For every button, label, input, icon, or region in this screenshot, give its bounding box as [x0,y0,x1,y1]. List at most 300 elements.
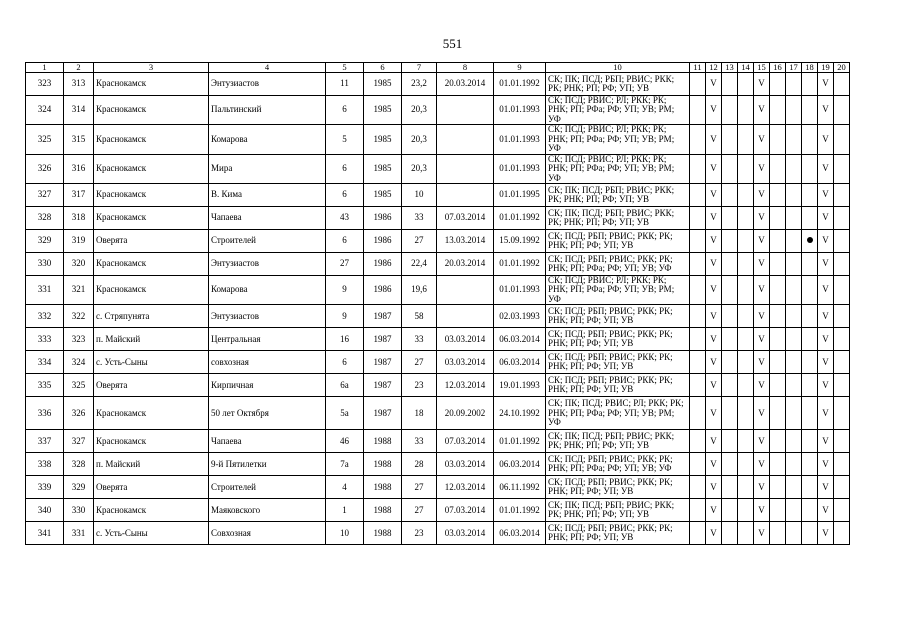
check-mark-col-15: V [754,374,770,397]
empty-flag-cell [690,374,706,397]
check-mark-col-19: V [818,476,834,499]
registry-number-cell: 329 [64,476,94,499]
table-row [26,374,850,397]
street-cell: Кирпичная [209,374,326,397]
locality-cell: с. Стряпунята [94,305,209,328]
empty-flag-cell [690,499,706,522]
empty-flag-cell [834,252,850,275]
empty-flag-cell [690,229,706,252]
empty-flag-cell [722,397,738,430]
services-cell: СК; ПСД; РБП; РВИС; РКК; РК; РНК; РП; РФ; УП; УВ [546,476,690,499]
column-header-19: 19 [818,63,834,73]
empty-flag-cell [802,183,818,206]
column-header-18: 18 [802,63,818,73]
street-cell: 9-й Пятилетки [209,453,326,476]
year-cell: 1988 [364,522,402,545]
column-header-16: 16 [770,63,786,73]
row-number-cell: 329 [26,229,64,252]
empty-flag-cell [770,154,786,183]
street-cell: Энтузиастов [209,252,326,275]
year-cell: 1988 [364,430,402,453]
registry-number-cell: 314 [64,96,94,125]
date-1-cell: 20.03.2014 [437,252,494,275]
empty-flag-cell [770,328,786,351]
empty-flag-cell [770,275,786,304]
empty-flag-cell [802,476,818,499]
check-mark-col-19: V [818,125,834,154]
check-mark-col-15: V [754,351,770,374]
empty-flag-cell [802,522,818,545]
check-mark-col-12: V [706,397,722,430]
empty-flag-cell [786,499,802,522]
table-row [26,453,850,476]
table-row [26,351,850,374]
locality-cell: п. Майский [94,328,209,351]
date-2-cell: 01.01.1992 [494,499,546,522]
empty-flag-cell [738,522,754,545]
check-mark-col-15: V [754,476,770,499]
registry-number-cell: 320 [64,252,94,275]
column-header-11: 11 [690,63,706,73]
street-cell: Комарова [209,275,326,304]
date-2-cell: 06.03.2014 [494,351,546,374]
table-row [26,476,850,499]
year-cell: 1986 [364,229,402,252]
empty-flag-cell [802,397,818,430]
check-mark-col-15: V [754,275,770,304]
table-row [26,252,850,275]
column-header-4: 4 [209,63,326,73]
registry-number-cell: 330 [64,499,94,522]
empty-flag-cell [690,206,706,229]
empty-flag-cell [770,73,786,96]
empty-flag-cell [690,275,706,304]
empty-flag-cell [786,453,802,476]
area-cell: 33 [402,206,437,229]
empty-flag-cell [834,154,850,183]
column-header-14: 14 [738,63,754,73]
services-cell: СК; ПК; ПСД; РБП; РВИС; РКК; РК; РНК; РП; РФ; УП; УВ [546,73,690,96]
table-row [26,206,850,229]
check-mark-col-15: V [754,125,770,154]
services-cell: СК; ПСД; РВИС; РЛ; РКК; РК; РНК; РП; РФа; РФ; УП; УВ; РМ; УФ [546,96,690,125]
year-cell: 1985 [364,73,402,96]
table-row [26,328,850,351]
empty-flag-cell [722,476,738,499]
empty-flag-cell [770,252,786,275]
empty-flag-cell [786,275,802,304]
table-row [26,229,850,252]
check-mark-col-19: V [818,183,834,206]
table-row [26,125,850,154]
empty-flag-cell [834,73,850,96]
empty-flag-cell [834,499,850,522]
house-number-cell: 11 [326,73,364,96]
check-mark-col-12: V [706,453,722,476]
empty-flag-cell [690,183,706,206]
check-mark-col-19: V [818,453,834,476]
empty-flag-cell [770,351,786,374]
registry-number-cell: 324 [64,351,94,374]
date-2-cell: 01.01.1993 [494,125,546,154]
date-1-cell: 12.03.2014 [437,374,494,397]
registry-number-cell: 323 [64,328,94,351]
empty-flag-cell [786,351,802,374]
registry-number-cell: 317 [64,183,94,206]
row-number-cell: 337 [26,430,64,453]
empty-flag-cell [802,125,818,154]
year-cell: 1985 [364,96,402,125]
empty-flag-cell [722,183,738,206]
house-number-cell: 27 [326,252,364,275]
empty-flag-cell [738,305,754,328]
locality-cell: Краснокамск [94,154,209,183]
empty-flag-cell [770,206,786,229]
check-mark-col-15: V [754,229,770,252]
year-cell: 1985 [364,154,402,183]
check-mark-col-12: V [706,206,722,229]
empty-flag-cell [834,183,850,206]
ink-blot-icon [807,237,813,243]
empty-flag-cell [770,305,786,328]
empty-flag-cell [690,305,706,328]
date-2-cell: 06.11.1992 [494,476,546,499]
empty-flag-cell [834,206,850,229]
locality-cell: Оверята [94,374,209,397]
check-mark-col-15: V [754,328,770,351]
check-mark-col-19: V [818,154,834,183]
area-cell: 23 [402,374,437,397]
empty-flag-cell [738,430,754,453]
check-mark-col-15: V [754,305,770,328]
services-cell: СК; ПСД; РБП; РВИС; РКК; РК; РНК; РП; РФа; РФ; УП; УВ; УФ [546,252,690,275]
locality-cell: п. Майский [94,453,209,476]
header-row [26,63,850,73]
check-mark-col-19: V [818,397,834,430]
street-cell: Чапаева [209,430,326,453]
empty-flag-cell [722,96,738,125]
check-mark-col-12: V [706,328,722,351]
row-number-cell: 335 [26,374,64,397]
column-header-6: 6 [364,63,402,73]
year-cell: 1987 [364,328,402,351]
empty-flag-cell [770,96,786,125]
area-cell: 22,4 [402,252,437,275]
empty-flag-cell [738,351,754,374]
locality-cell: Краснокамск [94,125,209,154]
area-cell: 27 [402,476,437,499]
registry-number-cell: 315 [64,125,94,154]
date-1-cell [437,183,494,206]
house-number-cell: 46 [326,430,364,453]
date-1-cell: 12.03.2014 [437,476,494,499]
check-mark-col-19: V [818,275,834,304]
empty-flag-cell [834,397,850,430]
row-number-cell: 340 [26,499,64,522]
registry-number-cell: 318 [64,206,94,229]
check-mark-col-12: V [706,73,722,96]
locality-cell: Краснокамск [94,96,209,125]
registry-number-cell: 313 [64,73,94,96]
column-header-9: 9 [494,63,546,73]
column-header-7: 7 [402,63,437,73]
empty-flag-cell [738,154,754,183]
date-2-cell: 01.01.1995 [494,183,546,206]
registry-number-cell: 327 [64,430,94,453]
empty-flag-cell [770,229,786,252]
empty-flag-cell [786,206,802,229]
year-cell: 1986 [364,206,402,229]
empty-flag-cell [834,275,850,304]
house-number-cell: 9 [326,275,364,304]
street-cell: Чапаева [209,206,326,229]
house-number-cell: 6а [326,374,364,397]
services-cell: СК; ПСД; РБП; РВИС; РКК; РК; РНК; РП; РФ; УП; УВ [546,522,690,545]
empty-flag-cell [802,374,818,397]
empty-flag-cell [690,125,706,154]
locality-cell: Оверята [94,229,209,252]
area-cell: 28 [402,453,437,476]
date-1-cell: 07.03.2014 [437,430,494,453]
area-cell: 20,3 [402,125,437,154]
row-number-cell: 338 [26,453,64,476]
street-cell: Центральная [209,328,326,351]
table-row [26,96,850,125]
empty-flag-cell [786,430,802,453]
empty-flag-cell [738,183,754,206]
empty-flag-cell [722,453,738,476]
empty-flag-cell [722,206,738,229]
empty-flag-cell [722,522,738,545]
table-row [26,522,850,545]
street-cell: Энтузиастов [209,305,326,328]
empty-flag-cell [802,275,818,304]
empty-flag-cell [834,96,850,125]
area-cell: 18 [402,397,437,430]
empty-flag-cell [722,374,738,397]
check-mark-col-15: V [754,453,770,476]
check-mark-col-12: V [706,305,722,328]
area-cell: 23 [402,522,437,545]
locality-cell: Краснокамск [94,73,209,96]
registry-number-cell: 328 [64,453,94,476]
street-cell: Энтузиастов [209,73,326,96]
empty-flag-cell [738,252,754,275]
house-number-cell: 4 [326,476,364,499]
column-header-20: 20 [834,63,850,73]
date-2-cell: 02.03.1993 [494,305,546,328]
empty-flag-cell [722,305,738,328]
services-cell: СК; ПСД; РВИС; РЛ; РКК; РК; РНК; РП; РФа; РФ; УП; УВ; РМ; УФ [546,125,690,154]
street-cell: совхозная [209,351,326,374]
date-2-cell: 01.01.1993 [494,154,546,183]
check-mark-col-15: V [754,206,770,229]
street-cell: Комарова [209,125,326,154]
empty-flag-cell [786,154,802,183]
empty-flag-cell [690,397,706,430]
empty-flag-cell [690,430,706,453]
row-number-cell: 331 [26,275,64,304]
year-cell: 1987 [364,397,402,430]
empty-flag-cell [834,476,850,499]
empty-flag-cell [802,206,818,229]
date-1-cell [437,275,494,304]
table-row [26,305,850,328]
street-cell: Маяковского [209,499,326,522]
empty-flag-cell [738,476,754,499]
check-mark-col-19: V [818,374,834,397]
locality-cell: с. Усть-Сыны [94,522,209,545]
empty-flag-cell [722,430,738,453]
empty-flag-cell [802,499,818,522]
empty-flag-cell [738,206,754,229]
empty-flag-cell [802,305,818,328]
empty-flag-cell [770,374,786,397]
table-row [26,397,850,430]
column-header-3: 3 [94,63,209,73]
area-cell: 27 [402,351,437,374]
locality-cell: Краснокамск [94,499,209,522]
empty-flag-cell [738,229,754,252]
date-2-cell: 01.01.1992 [494,252,546,275]
year-cell: 1987 [364,351,402,374]
locality-cell: Оверята [94,476,209,499]
date-2-cell: 01.01.1992 [494,206,546,229]
empty-flag-cell [770,522,786,545]
empty-flag-cell [690,252,706,275]
house-number-cell: 10 [326,522,364,545]
area-cell: 33 [402,328,437,351]
date-2-cell: 15.09.1992 [494,229,546,252]
empty-flag-cell [690,351,706,374]
row-number-cell: 328 [26,206,64,229]
house-number-cell: 6 [326,183,364,206]
column-header-13: 13 [722,63,738,73]
check-mark-col-19: V [818,351,834,374]
date-1-cell: 03.03.2014 [437,522,494,545]
empty-flag-cell [802,453,818,476]
empty-flag-cell [738,96,754,125]
page-number: 551 [442,36,463,51]
empty-flag-cell [770,397,786,430]
empty-flag-cell [690,476,706,499]
house-number-cell: 9 [326,305,364,328]
check-mark-col-19: V [818,499,834,522]
date-2-cell: 06.03.2014 [494,522,546,545]
empty-flag-cell [802,96,818,125]
check-mark-col-15: V [754,96,770,125]
empty-flag-cell [834,125,850,154]
empty-flag-cell [834,522,850,545]
empty-flag-cell [738,275,754,304]
services-cell: СК; ПСД; РБП; РВИС; РКК; РК; РНК; РП; РФ; УП; УВ [546,374,690,397]
street-cell: Строителей [209,476,326,499]
empty-flag-cell [770,499,786,522]
check-mark-col-12: V [706,374,722,397]
check-mark-col-15: V [754,397,770,430]
row-number-cell: 325 [26,125,64,154]
date-1-cell: 03.03.2014 [437,351,494,374]
empty-flag-cell [690,453,706,476]
check-mark-col-12: V [706,499,722,522]
street-cell: Пальтинский [209,96,326,125]
date-1-cell: 20.09.2002 [437,397,494,430]
date-1-cell [437,96,494,125]
check-mark-col-19: V [818,206,834,229]
empty-flag-cell [786,73,802,96]
check-mark-col-12: V [706,229,722,252]
check-mark-col-15: V [754,522,770,545]
empty-flag-cell [770,125,786,154]
registry-number-cell: 331 [64,522,94,545]
date-2-cell: 06.03.2014 [494,328,546,351]
street-cell: Мира [209,154,326,183]
row-number-cell: 332 [26,305,64,328]
column-header-12: 12 [706,63,722,73]
area-cell: 23,2 [402,73,437,96]
empty-flag-cell [834,351,850,374]
empty-flag-cell [738,73,754,96]
services-cell: СК; ПСД; РБП; РВИС; РКК; РК; РНК; РП; РФ; УП; УВ [546,229,690,252]
registry-number-cell: 322 [64,305,94,328]
services-cell: СК; ПК; ПСД; РВИС; РЛ; РКК; РК; РНК; РП; РФа; РФ; УП; УВ; РМ; УФ [546,397,690,430]
empty-flag-cell [722,73,738,96]
ink-blot-icon [802,229,818,252]
date-2-cell: 01.01.1993 [494,275,546,304]
house-number-cell: 6 [326,154,364,183]
area-cell: 27 [402,229,437,252]
services-cell: СК; ПК; ПСД; РБП; РВИС; РКК; РК; РНК; РП; РФ; УП; УВ [546,206,690,229]
empty-flag-cell [722,229,738,252]
empty-flag-cell [770,183,786,206]
check-mark-col-12: V [706,522,722,545]
street-cell: 50 лет Октября [209,397,326,430]
empty-flag-cell [834,328,850,351]
date-1-cell: 13.03.2014 [437,229,494,252]
year-cell: 1987 [364,374,402,397]
empty-flag-cell [786,374,802,397]
registry-number-cell: 325 [64,374,94,397]
services-cell: СК; ПСД; РБП; РВИС; РКК; РК; РНК; РП; РФ; УП; УВ [546,305,690,328]
area-cell: 20,3 [402,154,437,183]
registry-number-cell: 316 [64,154,94,183]
empty-flag-cell [802,430,818,453]
empty-flag-cell [722,252,738,275]
check-mark-col-12: V [706,183,722,206]
row-number-cell: 324 [26,96,64,125]
row-number-cell: 333 [26,328,64,351]
column-header-17: 17 [786,63,802,73]
row-number-cell: 327 [26,183,64,206]
date-2-cell: 01.01.1993 [494,96,546,125]
locality-cell: Краснокамск [94,252,209,275]
empty-flag-cell [786,476,802,499]
table-row [26,154,850,183]
empty-flag-cell [690,73,706,96]
registry-number-cell: 326 [64,397,94,430]
check-mark-col-15: V [754,499,770,522]
empty-flag-cell [738,397,754,430]
empty-flag-cell [722,328,738,351]
empty-flag-cell [738,374,754,397]
row-number-cell: 339 [26,476,64,499]
empty-flag-cell [722,275,738,304]
date-1-cell: 20.03.2014 [437,73,494,96]
row-number-cell: 330 [26,252,64,275]
empty-flag-cell [802,154,818,183]
empty-flag-cell [690,96,706,125]
empty-flag-cell [738,453,754,476]
